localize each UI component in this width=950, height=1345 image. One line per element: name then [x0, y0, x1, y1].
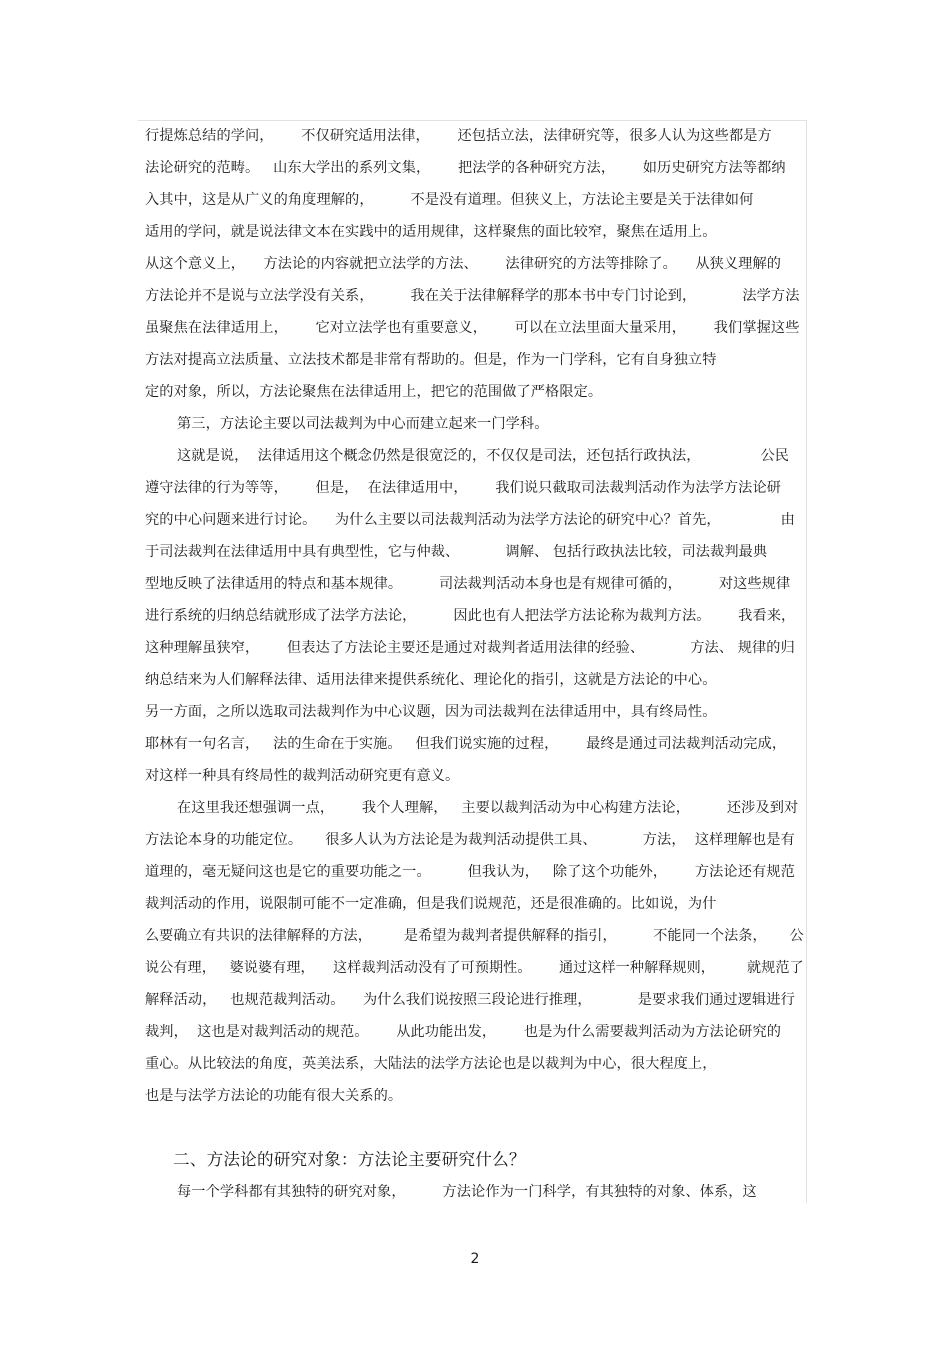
- text-line: 入其中，这是从广义的角度理解的， 不是没有道理。但狭义上，方法论主要是关于法律如何: [145, 192, 754, 208]
- text-line: 方法对提高立法质量、立法技术都是非常有帮助的。但是，作为一门学科，它有自身独立特: [145, 352, 717, 368]
- text-line: 对这样一种具有终局性的裁判活动研究更有意义。: [145, 768, 460, 784]
- text-line: 这就是说， 法律适用这个概念仍然是很宽泛的，不仅仅是司法，还包括行政执法， 公民: [177, 448, 790, 464]
- text-line: 裁判活动的作用，说限制可能不一定准确，但是我们说规范，还是很准确的。比如说，为什: [145, 896, 717, 912]
- text-line: 行提炼总结的学问， 不仅研究适用法律， 还包括立法，法律研究等，很多人认为这些都是方: [145, 128, 772, 144]
- text-line: 于司法裁判在法律适用中具有典型性，它与仲裁、 调解、 包括行政执法比较，司法裁判最典: [145, 544, 768, 560]
- text-line: 这种理解虽狭窄， 但表达了方法论主要还是通过对裁判者适用法律的经验、 方法、 规律的归: [145, 640, 795, 656]
- text-line: 适用的学问，就是说法律文本在实践中的适用规律，这样聚焦的面比较窄，聚焦在适用上。: [145, 224, 717, 240]
- text-line: 方法论并不是说与立法学没有关系， 我在关于法律解释学的那本书中专门讨论到， 法学方法: [145, 288, 800, 304]
- page-number: 2: [470, 1251, 480, 1267]
- text-line: 说公有理， 婆说婆有理， 这样裁判活动没有了可预期性。 通过这样一种解释规则， 就规范了: [145, 960, 804, 976]
- text-line: 道理的，毫无疑问这也是它的重要功能之一。 但我认为， 除了这个功能外， 方法论还有规范: [145, 864, 795, 880]
- section-heading: 二、方法论的研究对象：方法论主要研究什么？: [173, 1150, 526, 1169]
- text-line: 每一个学科都有其独特的研究对象， 方法论作为一门科学，有其独特的对象、体系，这: [177, 1184, 757, 1200]
- text-line: 究的中心问题来进行讨论。 为什么主要以司法裁判活动为法学方法论的研究中心？首先， 由: [145, 512, 795, 528]
- text-line: 进行系统的归纳总结就形成了法学方法论， 因此也有人把法学方法论称为裁判方法。 我看来，: [145, 608, 796, 624]
- text-line: 解释活动， 也规范裁判活动。 为什么我们说按照三段论进行推理， 是要求我们通过逻辑进行: [145, 992, 795, 1008]
- text-line: 重心。从比较法的角度，英美法系，大陆法的法学方法论也是以裁判为中心，很大程度上，: [145, 1056, 717, 1072]
- text-line: 虽聚焦在法律适用上， 它对立法学也有重要意义， 可以在立法里面大量采用， 我们掌握这些: [145, 320, 800, 336]
- text-line: 型地反映了法律适用的特点和基本规律。 司法裁判活动本身也是有规律可循的， 对这些规律: [145, 576, 791, 592]
- text-line: 纳总结来为人们解释法律、适用法律来提供系统化、理论化的指引，这就是方法论的中心。: [145, 672, 717, 688]
- text-line: 另一方面，之所以选取司法裁判作为中心议题，因为司法裁判在法律适用中，具有终局性。: [145, 704, 717, 720]
- text-line: 第三，方法论主要以司法裁判为中心而建立起来一门学科。: [177, 416, 549, 432]
- text-line: 法论研究的范畴。 山东大学出的系列文集， 把法学的各种研究方法， 如历史研究方法等都纳: [145, 160, 786, 176]
- text-line: 么要确立有共识的法律解释的方法， 是希望为裁判者提供解释的指引， 不能同一个法条， 公: [145, 928, 804, 944]
- text-line: 在这里我还想强调一点， 我个人理解， 主要以裁判活动为中心构建方法论， 还涉及到对: [177, 800, 799, 816]
- text-line: 方法论本身的功能定位。 很多人认为方法论是为裁判活动提供工具、 方法， 这样理解也是有: [145, 832, 795, 848]
- text-line: 也是与法学方法论的功能有很大关系的。: [145, 1088, 403, 1104]
- text-line: 从这个意义上， 方法论的内容就把立法学的方法、 法律研究的方法等排除了。 从狭义理解的: [145, 256, 782, 272]
- text-line: 裁判， 这也是对裁判活动的规范。 从此功能出发， 也是为什么需要裁判活动为方法论研究的: [145, 1024, 782, 1040]
- text-line: 耶林有一句名言， 法的生命在于实施。 但我们说实施的过程， 最终是通过司法裁判活动完成，: [145, 736, 787, 752]
- text-line: 定的对象，所以，方法论聚焦在法律适用上，把它的范围做了严格限定。: [145, 384, 603, 400]
- text-line: 遵守法律的行为等等， 但是， 在法律适用中， 我们说只截取司法裁判活动作为法学方法论研: [145, 480, 782, 496]
